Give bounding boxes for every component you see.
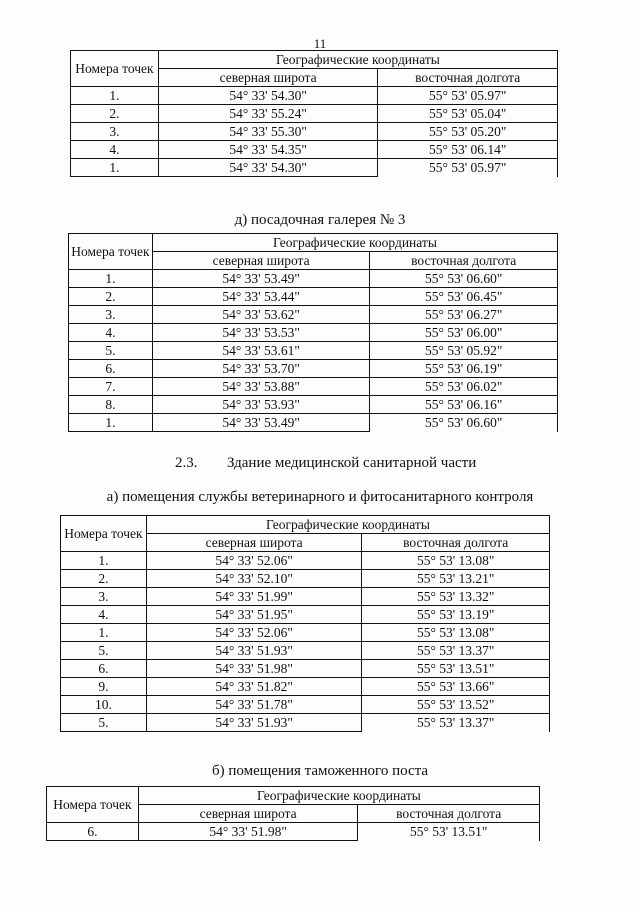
latitude-value: 54° 33' 51.99"	[146, 588, 362, 606]
header-geo-coordinates: Географические координаты	[158, 51, 557, 69]
header-latitude: северная широта	[158, 69, 377, 87]
latitude-value: 54° 33' 54.30"	[158, 159, 377, 177]
longitude-value: 55° 53' 06.14"	[378, 141, 558, 159]
table-3-caption: а) помещения службы ветеринарного и фитосанитарного контроля	[106, 489, 534, 505]
table-row	[61, 642, 550, 660]
point-number: 1.	[61, 552, 147, 570]
header-geo-coordinates: Географические координаты	[146, 516, 549, 534]
coordinates-table-4	[46, 786, 540, 841]
section-title: Здание медицинской санитарной части	[227, 455, 477, 471]
point-number: 1.	[69, 270, 153, 288]
table-row	[61, 624, 550, 642]
table-row	[69, 378, 558, 396]
header-latitude: северная широта	[146, 534, 362, 552]
longitude-value: 55° 53' 13.51"	[362, 660, 550, 678]
point-number: 5.	[61, 642, 147, 660]
latitude-value: 54° 33' 52.06"	[146, 552, 362, 570]
table-row	[71, 123, 558, 141]
latitude-value: 54° 33' 54.30"	[158, 87, 377, 105]
coordinates-table-1	[70, 50, 558, 177]
latitude-value: 54° 33' 51.78"	[146, 696, 362, 714]
longitude-value: 55° 53' 13.37"	[362, 642, 550, 660]
coordinates-table-3	[60, 515, 550, 732]
point-number: 6.	[61, 660, 147, 678]
table-row	[61, 588, 550, 606]
latitude-value: 54° 33' 51.98"	[146, 660, 362, 678]
latitude-value: 54° 33' 53.88"	[152, 378, 370, 396]
table-row	[61, 660, 550, 678]
point-number: 2.	[69, 288, 153, 306]
longitude-value: 55° 53' 13.66"	[362, 678, 550, 696]
latitude-value: 54° 33' 53.44"	[152, 288, 370, 306]
longitude-value: 55° 53' 06.60"	[370, 270, 558, 288]
table-4-caption: б) помещения таможенного поста	[211, 763, 429, 779]
latitude-value: 54° 33' 53.61"	[152, 342, 370, 360]
longitude-value: 55° 53' 06.02"	[370, 378, 558, 396]
header-longitude: восточная долгота	[378, 69, 558, 87]
latitude-value: 54° 33' 51.98"	[138, 823, 358, 841]
table-row	[61, 606, 550, 624]
latitude-value: 54° 33' 55.30"	[158, 123, 377, 141]
point-number: 4.	[61, 606, 147, 624]
point-number: 3.	[71, 123, 159, 141]
point-number: 6.	[69, 360, 153, 378]
point-number: 4.	[69, 324, 153, 342]
longitude-value: 55° 53' 13.19"	[362, 606, 550, 624]
table-row	[69, 414, 558, 432]
header-points: Номера точек	[71, 51, 159, 87]
table-row	[69, 288, 558, 306]
latitude-value: 54° 33' 53.49"	[152, 270, 370, 288]
table-row	[61, 570, 550, 588]
latitude-value: 54° 33' 53.93"	[152, 396, 370, 414]
header-longitude: восточная долгота	[358, 805, 540, 823]
latitude-value: 54° 33' 51.93"	[146, 642, 362, 660]
longitude-value: 55° 53' 05.92"	[370, 342, 558, 360]
point-number: 4.	[71, 141, 159, 159]
point-number: 5.	[61, 714, 147, 732]
latitude-value: 54° 33' 52.06"	[146, 624, 362, 642]
latitude-value: 54° 33' 51.93"	[146, 714, 362, 732]
table-row	[69, 342, 558, 360]
header-points: Номера точек	[69, 234, 153, 270]
latitude-value: 54° 33' 52.10"	[146, 570, 362, 588]
longitude-value: 55° 53' 06.19"	[370, 360, 558, 378]
longitude-value: 55° 53' 05.97"	[378, 87, 558, 105]
header-points: Номера точек	[61, 516, 147, 552]
longitude-value: 55° 53' 13.52"	[362, 696, 550, 714]
header-latitude: северная широта	[138, 805, 358, 823]
table-row	[69, 270, 558, 288]
table-row	[61, 696, 550, 714]
table-row	[71, 141, 558, 159]
point-number: 9.	[61, 678, 147, 696]
longitude-value: 55° 53' 06.45"	[370, 288, 558, 306]
latitude-value: 54° 33' 53.49"	[152, 414, 370, 432]
table-row	[69, 396, 558, 414]
point-number: 1.	[71, 87, 159, 105]
point-number: 2.	[61, 570, 147, 588]
point-number: 7.	[69, 378, 153, 396]
latitude-value: 54° 33' 53.62"	[152, 306, 370, 324]
point-number: 10.	[61, 696, 147, 714]
header-latitude: северная широта	[152, 252, 370, 270]
table-row	[61, 678, 550, 696]
header-longitude: восточная долгота	[370, 252, 558, 270]
longitude-value: 55° 53' 13.08"	[362, 552, 550, 570]
table-row	[69, 360, 558, 378]
latitude-value: 54° 33' 55.24"	[158, 105, 377, 123]
longitude-value: 55° 53' 13.21"	[362, 570, 550, 588]
section-heading	[175, 455, 476, 472]
latitude-value: 54° 33' 54.35"	[158, 141, 377, 159]
header-longitude: восточная долгота	[362, 534, 550, 552]
point-number: 5.	[69, 342, 153, 360]
latitude-value: 54° 33' 53.70"	[152, 360, 370, 378]
latitude-value: 54° 33' 51.95"	[146, 606, 362, 624]
coordinates-table-2	[68, 233, 558, 432]
longitude-value: 55° 53' 06.00"	[370, 324, 558, 342]
latitude-value: 54° 33' 53.53"	[152, 324, 370, 342]
point-number: 8.	[69, 396, 153, 414]
table-row	[61, 714, 550, 732]
longitude-value: 55° 53' 05.04"	[378, 105, 558, 123]
point-number: 6.	[47, 823, 139, 841]
table-2-caption: д) посадочная галерея № 3	[234, 212, 406, 228]
point-number: 1.	[61, 624, 147, 642]
longitude-value: 55° 53' 13.08"	[362, 624, 550, 642]
header-geo-coordinates: Географические координаты	[152, 234, 557, 252]
point-number: 1.	[71, 159, 159, 177]
header-points: Номера точек	[47, 787, 139, 823]
table-row	[69, 306, 558, 324]
latitude-value: 54° 33' 51.82"	[146, 678, 362, 696]
longitude-value: 55° 53' 06.16"	[370, 396, 558, 414]
header-geo-coordinates: Географические координаты	[138, 787, 539, 805]
table-row	[71, 105, 558, 123]
longitude-value: 55° 53' 06.60"	[370, 414, 558, 432]
table-row	[69, 324, 558, 342]
point-number: 1.	[69, 414, 153, 432]
longitude-value: 55° 53' 05.97"	[378, 159, 558, 177]
longitude-value: 55° 53' 13.37"	[362, 714, 550, 732]
longitude-value: 55° 53' 13.32"	[362, 588, 550, 606]
page-number: 11	[313, 36, 327, 51]
table-row	[71, 87, 558, 105]
table-row	[47, 823, 540, 841]
point-number: 3.	[61, 588, 147, 606]
table-row	[61, 552, 550, 570]
longitude-value: 55° 53' 13.51"	[358, 823, 540, 841]
section-number: 2.3.	[175, 455, 198, 471]
table-row	[71, 159, 558, 177]
longitude-value: 55° 53' 06.27"	[370, 306, 558, 324]
longitude-value: 55° 53' 05.20"	[378, 123, 558, 141]
point-number: 2.	[71, 105, 159, 123]
point-number: 3.	[69, 306, 153, 324]
